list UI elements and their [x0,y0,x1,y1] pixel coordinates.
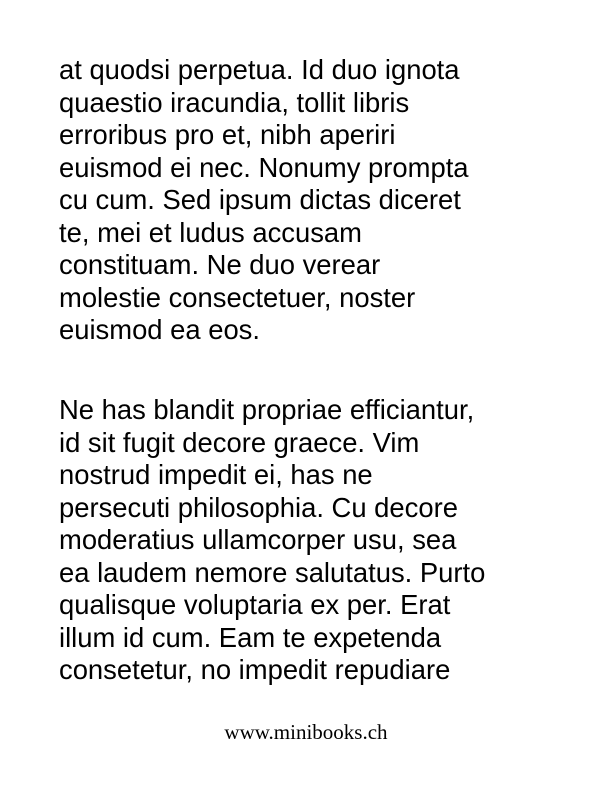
paragraph-2 [59,394,599,687]
paragraph-line: illum id cum. Eam te expetenda [59,621,442,653]
paragraph-1 [59,54,599,347]
paragraph-line: consetetur, no impedit repudiare [59,654,451,685]
paragraph-line: euismod ei nec. Nonumy prompta [59,151,469,183]
paragraph-line: quaestio iracundia, tollit libris [59,86,410,118]
paragraph-line: id sit fugit decore graece. Vim [59,426,420,458]
paragraph-line: qualisque voluptaria ex per. Erat [59,589,451,620]
paragraph-line: molestie consectetuer, noster [59,281,416,313]
paragraph-line: ea laudem nemore salutatus. Purto [59,556,486,588]
paragraph-line: at quodsi perpetua. Id duo ignota [59,54,460,85]
paragraph-line: erroribus pro et, nibh aperiri [59,119,396,150]
paragraph-line: moderatius ullamcorper usu, sea [59,524,457,555]
paragraph-line: te, mei et ludus accusam [59,216,362,248]
paragraph-line: nostrud impedit ei, has ne [59,459,373,490]
paragraph-line: persecuti philosophia. Cu decore [59,491,458,523]
paragraph-line: cu cum. Sed ipsum dictas diceret [59,184,461,215]
paragraph-line: euismod ea eos. [59,314,260,345]
footer-url: www.minibooks.ch [224,720,388,744]
paragraph-line: constituam. Ne duo verear [59,249,381,280]
paragraph-line: Ne has blandit propriae efficiantur, [59,394,475,425]
